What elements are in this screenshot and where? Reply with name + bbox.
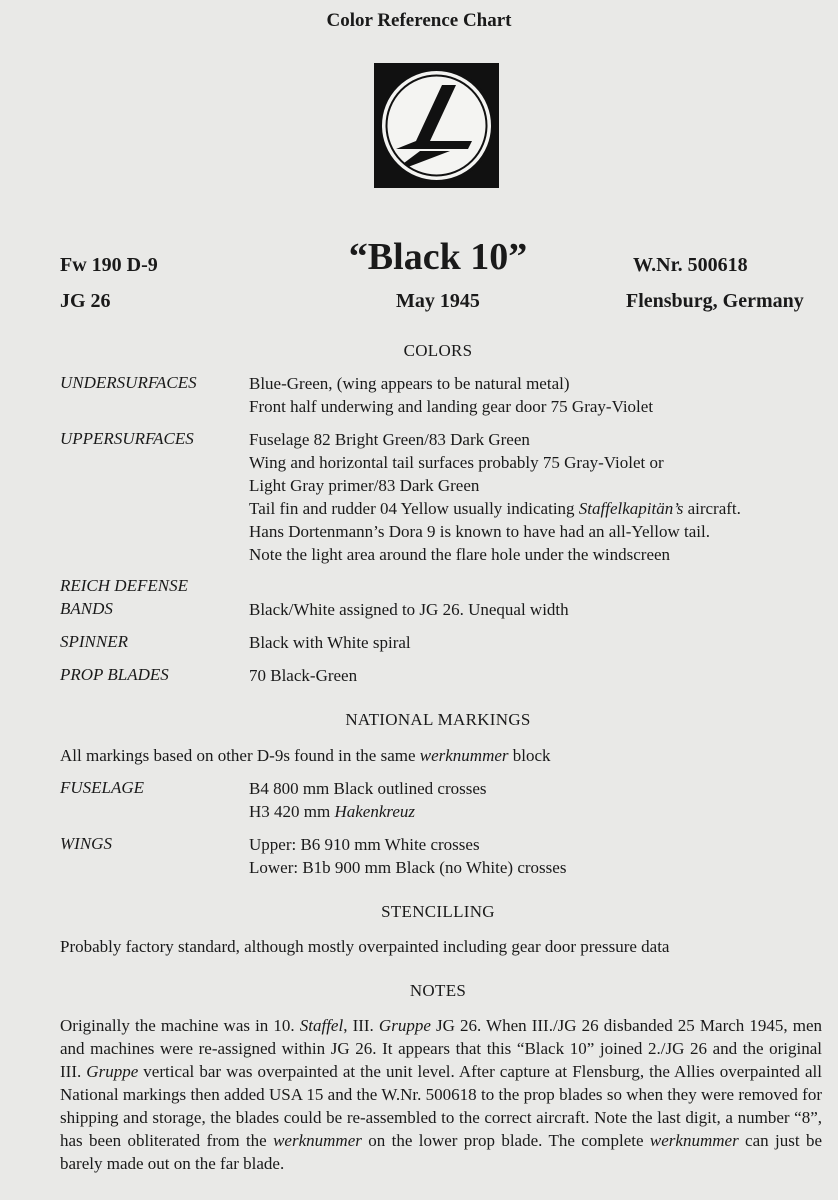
uppersurfaces-value — [249, 428, 741, 566]
colors-heading: COLORS — [403, 341, 473, 360]
uppersurfaces-line: Wing and horizontal tail surfaces probably 75 Gray-Violet or — [249, 453, 664, 472]
aircraft-model: Fw 190 D-9 — [60, 254, 158, 276]
text-span: aircraft. — [683, 499, 741, 518]
prop-blades-label: PROP BLADES — [60, 665, 169, 684]
italic-term: werknummer — [419, 746, 509, 765]
italic-term: werknummer — [273, 1131, 362, 1150]
italic-term: Staffel — [299, 1016, 344, 1035]
undersurfaces-line: Blue-Green, (wing appears to be natural metal) — [249, 374, 570, 393]
reich-defense-label: REICH DEFENSE — [60, 576, 188, 595]
spinner-label: SPINNER — [60, 632, 128, 651]
text-span: JG 26. When III./JG 26 disbanded 25 March 1945, men and machines were re-assigned within JG 26. It appears that this “Black 10” joined 2./JG 26 and the original III. — [60, 1016, 823, 1081]
fuselage-line: B4 800 mm Black outlined crosses — [249, 779, 487, 798]
uppersurfaces-line: Fuselage 82 Bright Green/83 Dark Green — [249, 430, 530, 449]
reich-defense-value: Black/White assigned to JG 26. Unequal width — [249, 600, 569, 619]
fuselage-value — [249, 777, 487, 823]
uppersurfaces-line: Light Gray primer/83 Dark Green — [249, 476, 480, 495]
location: Flensburg, Germany — [626, 290, 804, 312]
italic-term: Gruppe — [378, 1016, 431, 1035]
notes-heading: NOTES — [409, 981, 467, 1000]
wings-value — [249, 833, 566, 879]
notes-text — [60, 1014, 822, 1175]
undersurfaces-label: UNDERSURFACES — [60, 373, 197, 392]
text-span: can just be barely made out on the far blade. — [60, 1131, 822, 1173]
fuselage-label: FUSELAGE — [60, 778, 145, 797]
text-span: Originally the machine was in 10. — [60, 1016, 300, 1035]
italic-term: Staffelkapitän’s — [578, 499, 684, 518]
fuselage-line — [249, 800, 487, 823]
spinner-value: Black with White spiral — [249, 633, 411, 652]
wings-label: WINGS — [60, 834, 112, 853]
uppersurfaces-label: UPPERSURFACES — [60, 429, 194, 448]
prop-blades-value: 70 Black-Green — [249, 666, 358, 685]
bands-label: BANDS — [60, 599, 113, 618]
text-span: All markings based on other D-9s found in the same — [60, 746, 420, 765]
text-span: Tail fin and rudder 04 Yellow usually indicating — [249, 499, 579, 518]
text-span: vertical bar was overpainted at the unit level. After capture at Flensburg, the Allies overpainted all National markings then added USA 15 and the W.Nr. 500618 to the prop blades so when they were removed for shipping and storage, the blades could be re-assembled to the correct aircraft. Note the last digit, a number “8”, has been obliterated from the — [60, 1062, 823, 1150]
italic-term: Hakenkreuz — [334, 802, 416, 821]
text-span: block — [508, 746, 551, 765]
italic-term: Gruppe — [86, 1062, 139, 1081]
text-span: H3 420 mm — [249, 802, 335, 821]
text-span: , III. — [343, 1016, 379, 1035]
aircraft-name: “Black 10” — [348, 236, 528, 278]
publisher-logo — [374, 63, 499, 188]
undersurfaces-value — [249, 372, 653, 418]
uppersurfaces-line: Note the light area around the flare hole under the windscreen — [249, 545, 671, 564]
werknummer: W.Nr. 500618 — [633, 254, 748, 276]
aircraft-date: May 1945 — [396, 290, 480, 312]
wings-line: Lower: B1b 900 mm Black (no White) crosses — [249, 858, 567, 877]
uppersurfaces-line: Hans Dortenmann’s Dora 9 is known to have had an all-Yellow tail. — [249, 522, 710, 541]
undersurfaces-line: Front half underwing and landing gear door 75 Gray-Violet — [249, 397, 654, 416]
page-title: Color Reference Chart — [326, 10, 512, 31]
uppersurfaces-line — [249, 497, 741, 520]
wings-line: Upper: B6 910 mm White crosses — [249, 835, 480, 854]
stencilling-heading: STENCILLING — [381, 902, 495, 921]
text-span: on the lower prop blade. The complete — [361, 1131, 650, 1150]
italic-term: werknummer — [649, 1131, 739, 1150]
stencilling-text: Probably factory standard, although mostly overpainted including gear door pressure data — [60, 937, 670, 956]
national-markings-heading: NATIONAL MARKINGS — [345, 710, 531, 729]
markings-intro — [60, 744, 820, 767]
aircraft-unit: JG 26 — [60, 290, 111, 312]
